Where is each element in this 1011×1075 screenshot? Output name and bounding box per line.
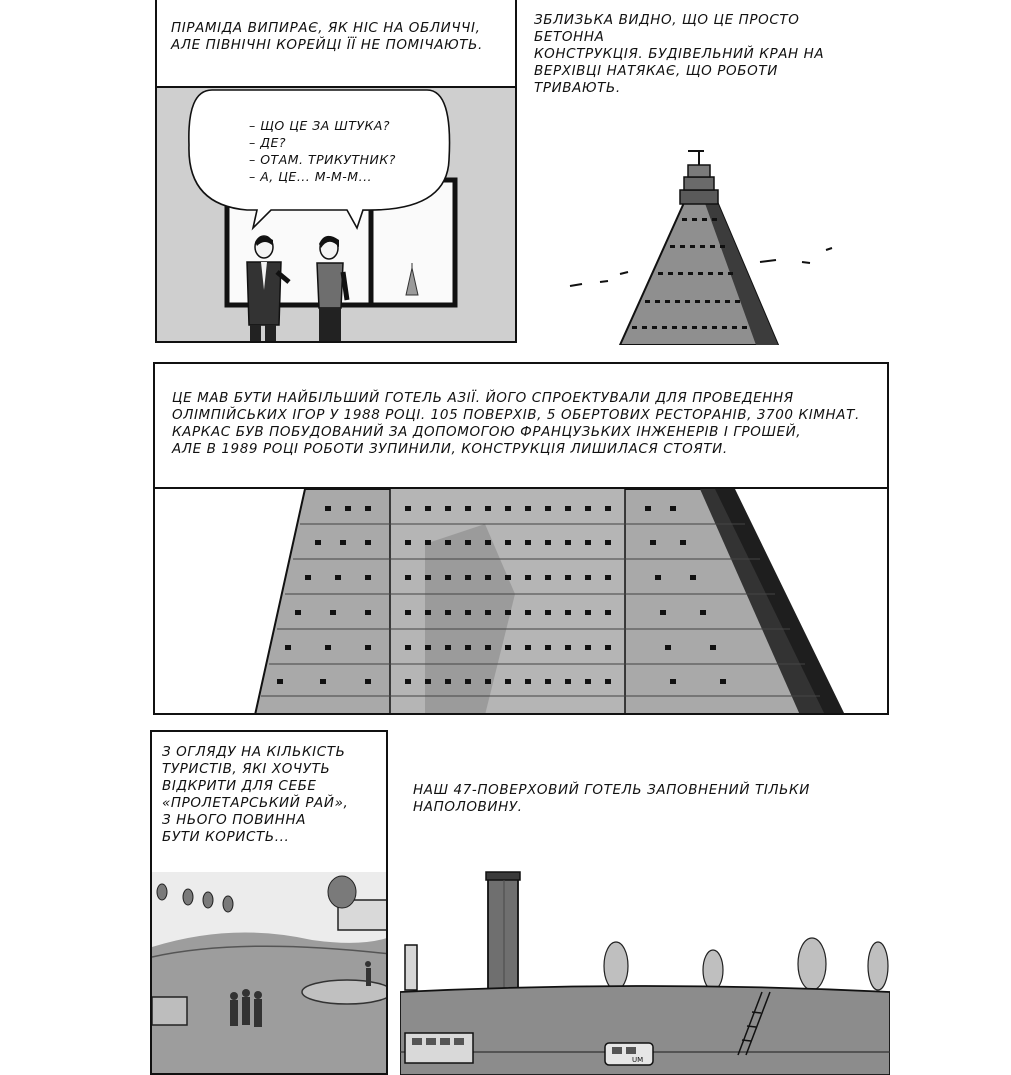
caption-line: КАРКАС БУВ ПОБУДОВАНИЙ ЗА ДОПОМОГОЮ ФРАНЦУЗЬКИХ ІНЖЕНЕРІВ І ГРОШЕЙ, [172, 424, 802, 440]
panel-3-scene [155, 364, 889, 715]
trees [604, 938, 888, 990]
caption-line: ТУРИСТІВ, ЯКІ ХОЧУТЬ [162, 761, 331, 777]
panel-2-scene [520, 0, 860, 345]
panel-1 [155, 0, 517, 343]
panel-5 [400, 730, 890, 1075]
dialogue-line: – ОТАМ. ТРИКУТНИК? [249, 152, 396, 167]
caption-line: ЗБЛИЗЬКА ВИДНО, ЩО ЦЕ ПРОСТО БЕТОННА [534, 12, 800, 45]
panel-5-scene [400, 730, 890, 1075]
dialogue-line: – ДЕ? [249, 135, 287, 150]
bus [405, 1033, 473, 1063]
dialogue-line: – А, ЦЕ... М-М-М... [249, 169, 373, 184]
caption-line: АЛЕ В 1989 РОЦІ РОБОТИ ЗУПИНИЛИ, КОНСТРУКЦІЯ ЛИШИЛАСЯ СТОЯТИ. [172, 441, 728, 457]
caption-line: ОЛІМПІЙСЬКИХ ІГОР У 1988 РОЦІ. 105 ПОВЕРХІВ, 5 ОБЕРТОВИХ РЕСТОРАНІВ, 3700 КІМНАТ. [172, 407, 860, 423]
pyramid-hotel [620, 150, 778, 345]
caption-line: З ОГЛЯДУ НА КІЛЬКІСТЬ [162, 744, 346, 760]
caption-line: ВІДКРИТИ ДЛЯ СЕБЕ [162, 778, 317, 794]
caption-line: АЛЕ ПІВНІЧНІ КОРЕЙЦІ ЇЇ НЕ ПОМІЧАЮТЬ. [171, 37, 483, 53]
panel-3 [153, 362, 889, 715]
speech-bubble-text [249, 117, 396, 185]
hotel-facade-closeup [255, 489, 845, 715]
caption-line: З НЬОГО ПОВИННА [162, 812, 307, 828]
tourist-group [230, 989, 262, 1027]
hotel-tower [486, 872, 520, 990]
van-sign: UM [632, 1056, 644, 1064]
caption-line: ВЕРХІВЦІ НАТЯКАЄ, ЩО РОБОТИ ТРИВАЮТЬ. [534, 63, 778, 96]
panel-2 [520, 0, 860, 345]
caption-line: «ПРОЛЕТАРСЬКИЙ РАЙ», [162, 795, 349, 811]
caption-line: КОНСТРУКЦІЯ. БУДІВЕЛЬНИЙ КРАН НА [534, 46, 825, 62]
caption-line: ПІРАМІДА ВИПИРАЄ, ЯК НІС НА ОБЛИЧЧІ, [171, 20, 481, 36]
van [605, 1043, 653, 1065]
panel-4 [150, 730, 388, 1075]
dialogue-line: – ЩО ЦЕ ЗА ШТУКА? [249, 118, 391, 133]
caption-line: ЦЕ МАВ БУТИ НАЙБІЛЬШИЙ ГОТЕЛЬ АЗІЇ. ЙОГО СПРОЕКТУВАЛИ ДЛЯ ПРОВЕДЕННЯ [172, 390, 794, 406]
caption-line: БУТИ КОРИСТЬ... [162, 829, 290, 845]
caption-line: НАШ 47-ПОВЕРХОВИЙ ГОТЕЛЬ ЗАПОВНЕНИЙ ТІЛЬКИ НАПОЛОВИНУ. [413, 782, 810, 815]
panel-4-scene [152, 732, 388, 1075]
